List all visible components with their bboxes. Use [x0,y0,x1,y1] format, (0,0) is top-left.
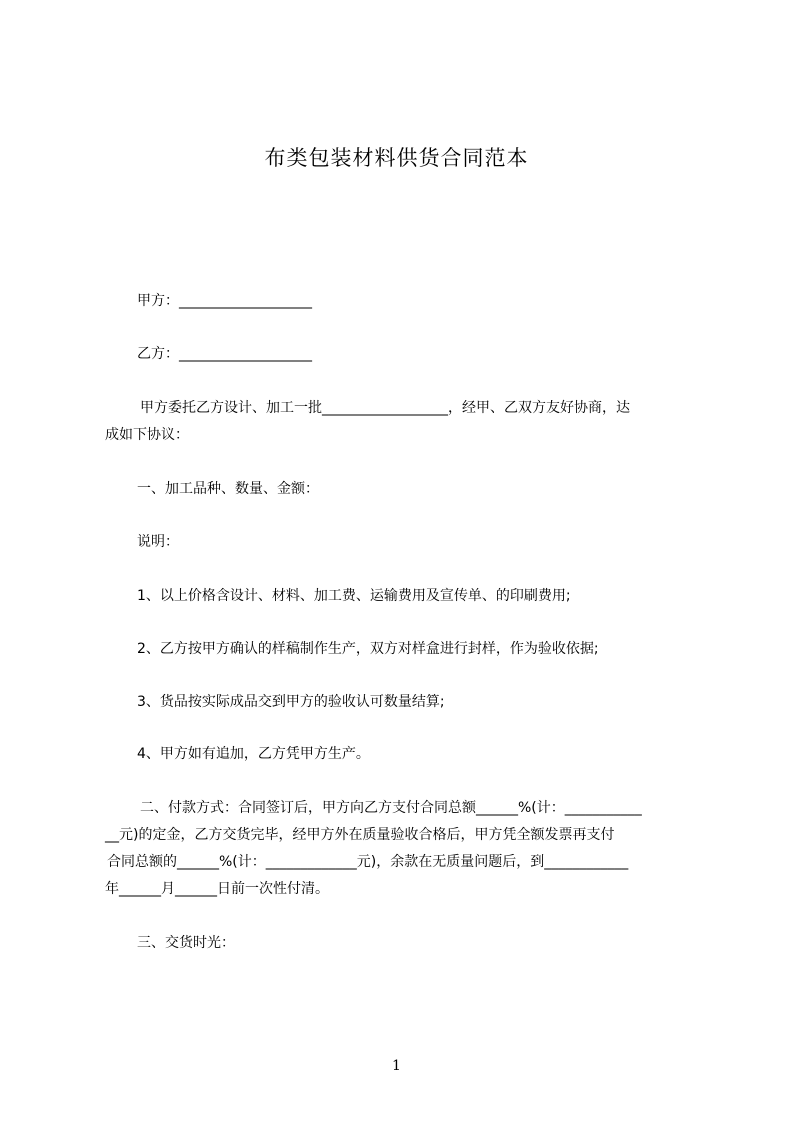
intro-line-2: 成如下协议： [105,427,189,443]
section2-line-4: 年______月______日前一次性付清。 [105,881,329,897]
note-item-1: 1、以上价格含设计、材料、加工费、运输费用及宣传单、的印刷费用; [137,588,571,604]
section1-heading: 一、加工品种、数量、金额： [137,481,319,497]
intro-line-1: 甲方委托乙方设计、加工一批__________________，经甲、乙双方友好协商，达 [140,400,630,416]
note-item-3: 3、货品按实际成品交到甲方的验收认可数量结算; [137,694,445,710]
section2-line-2: __元)的定金，乙方交货完毕，经甲方外在质量验收合格后，甲方凭全额发票再支付 [105,827,615,843]
page-number: 1 [392,1058,401,1074]
party-a-line: 甲方：___________________ [137,293,312,309]
section2-line-1: 二、付款方式：合同签订后，甲方向乙方支付合同总额______%(计：___________ [140,800,642,816]
notes-heading: 说明： [137,534,179,550]
note-item-4: 4、甲方如有追加，乙方凭甲方生产。 [137,746,370,762]
party-b-line: 乙方：___________________ [137,346,312,362]
section3-heading: 三、交货时光： [137,935,235,951]
note-item-2: 2、乙方按甲方确认的样稿制作生产，双方对样盒进行封样，作为验收依据; [137,641,599,657]
document-title: 布类包装材料供货合同范本 [264,146,529,170]
section2-line-3: 合同总额的______%(计：_____________元)，余款在无质量问题后，到____________ [107,854,629,870]
